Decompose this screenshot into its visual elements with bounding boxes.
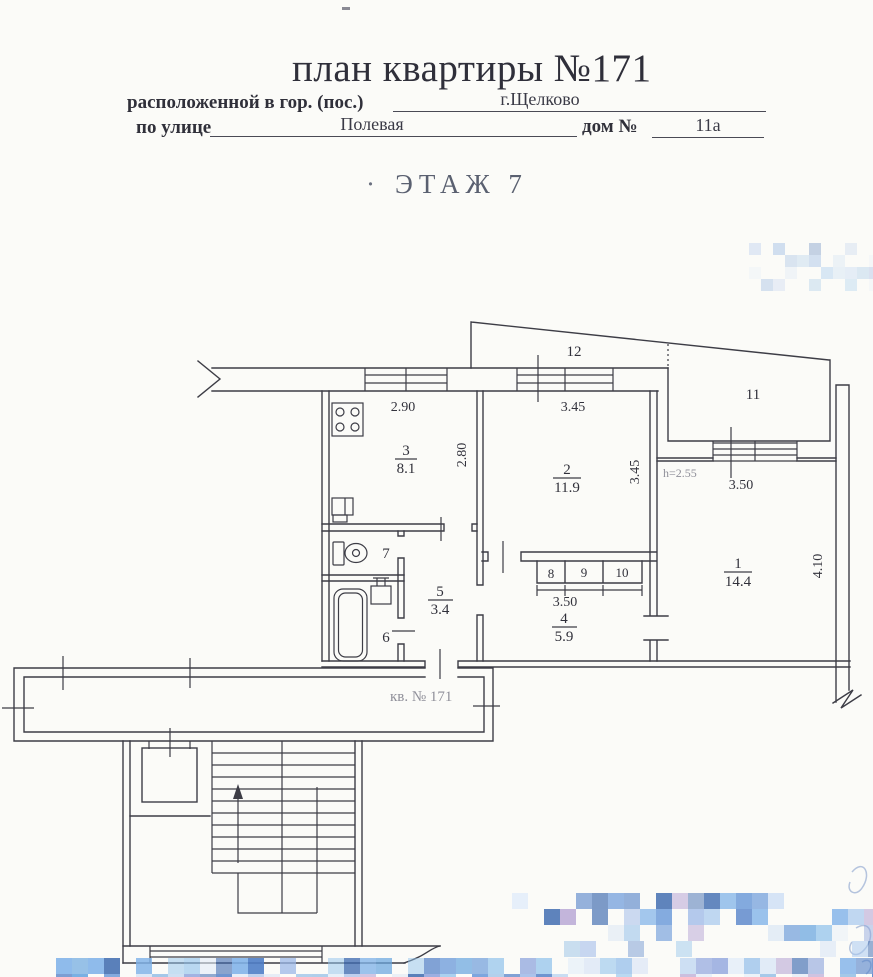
closet-number: 8 [547,566,555,581]
dim-label: 2.80 [455,442,470,468]
house-label: дом № [582,116,638,137]
kitchen-sink-icon [332,498,353,522]
room-number: 2 [563,462,571,478]
floor-bullet: · [366,169,375,199]
room-area: 11.9 [554,480,580,496]
plan-walls [14,322,861,963]
dim-label: 3.45 [628,459,643,485]
closet-number: 10 [615,565,629,580]
apartment-number-label: кв. № 171 [390,689,453,705]
wall-break-icon [833,690,861,708]
room-area: 14.4 [724,574,752,590]
dim-label: 3.45 [560,400,586,415]
room-number: 5 [436,584,444,600]
stair-arrow-head [233,784,243,799]
window-kitchen [365,368,447,391]
dim-label: 4.10 [811,553,826,579]
room-area: 5.9 [554,629,574,645]
bathtub-icon [334,589,367,661]
room-number: 4 [560,611,568,627]
street-label: по улице [136,117,212,138]
washbasin-icon [371,578,391,604]
fixtures [332,403,391,661]
floor-label: ЭТАЖ 7 [395,169,528,199]
room-number: 3 [402,443,410,459]
closet-number: 9 [580,565,588,580]
plan-windows [150,368,797,963]
dim-label: 2.90 [390,400,416,415]
censored-mosaic [56,243,873,977]
dim-label: 3.50 [728,478,754,493]
street-value: Полевая [340,114,404,134]
staircase [212,741,355,913]
located-label: расположенной в гор. (пос.) [127,92,364,113]
ceiling-height-label: h=2.55 [663,466,697,480]
balcony-number: 12 [566,344,582,360]
located-value: г.Щелково [500,89,580,109]
window-room1 [713,441,797,461]
window-room2 [517,368,613,391]
room-number: 7 [382,546,390,562]
balcony-number: 11 [745,387,761,403]
room-area: 8.1 [396,461,416,477]
stove-icon [332,403,363,436]
house-value: 11а [695,115,721,135]
toilet-icon [333,542,367,565]
room-number: 6 [382,630,390,646]
room-area: 3.4 [430,602,450,618]
dim-label: 3.50 [552,595,578,610]
document-title: план квартиры №171 [292,47,652,90]
room-number: 1 [734,556,742,572]
